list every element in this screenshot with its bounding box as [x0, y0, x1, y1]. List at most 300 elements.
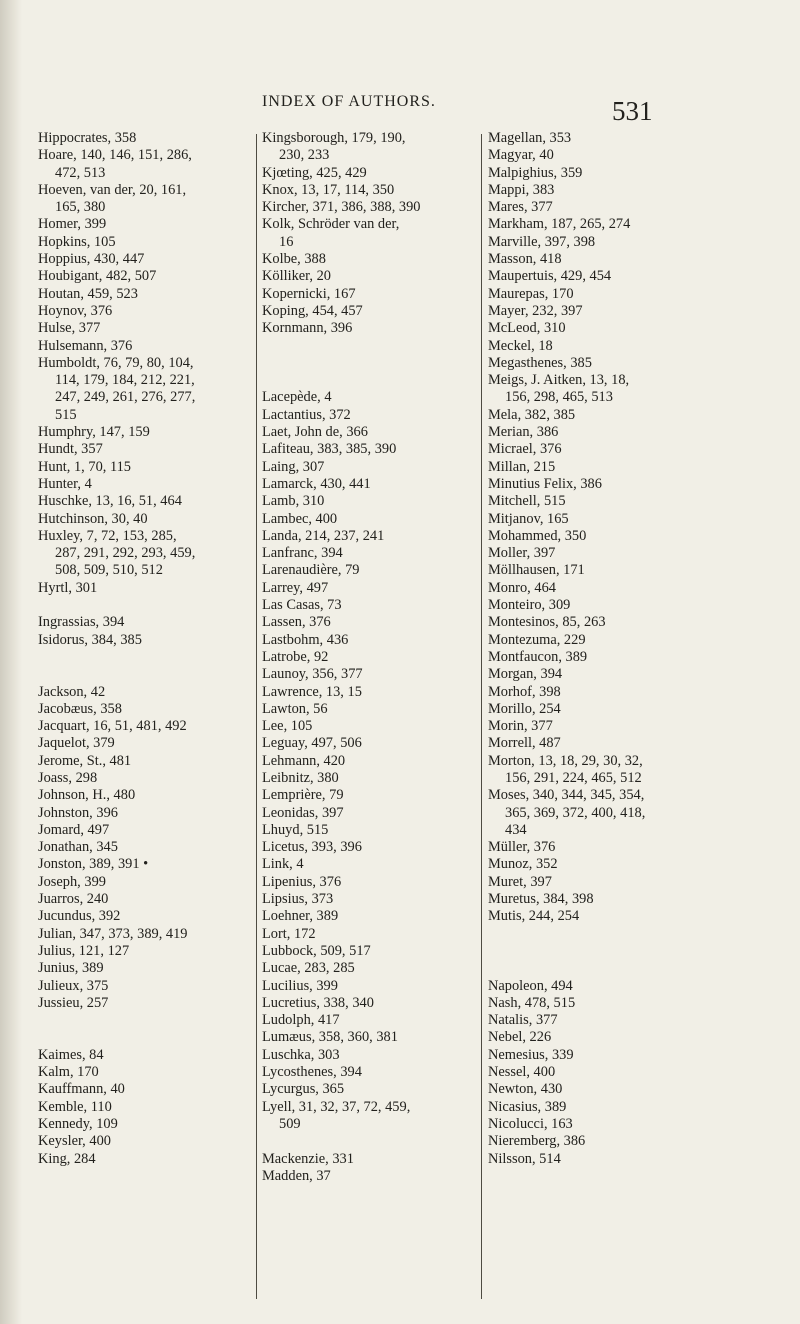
index-entry-line: Newton, 430: [488, 1081, 563, 1098]
index-entry: [262, 562, 477, 579]
index-entry-line: Humphry, 147, 159: [38, 424, 150, 441]
index-entry: [38, 856, 250, 873]
index-entry: [262, 787, 477, 804]
index-entry-line: Napoleon, 494: [488, 977, 573, 994]
index-entry-line: Mayer, 232, 397: [488, 302, 583, 319]
index-entry-line: Jacobæus, 358: [38, 700, 122, 717]
index-entry-line: Mohammed, 350: [488, 527, 587, 544]
index-entry-line: Koping, 454, 457: [262, 302, 363, 319]
index-entry: [488, 632, 708, 649]
index-entry: [488, 718, 708, 735]
index-entry-line: Hoare, 140, 146, 151, 286,: [38, 147, 192, 164]
index-entry: [262, 1099, 477, 1134]
index-entry: [488, 1012, 708, 1029]
index-entry-line: Möllhausen, 171: [488, 562, 585, 579]
index-entry-line: Maupertuis, 429, 454: [488, 268, 612, 285]
index-entry-continuation: 472, 513: [55, 164, 106, 181]
page-gutter-shadow: [0, 0, 22, 1324]
index-entry: [488, 441, 708, 458]
index-entry-continuation: 508, 509, 510, 512: [55, 562, 163, 579]
index-entry: [262, 597, 477, 614]
index-entry-line: Joseph, 399: [38, 873, 106, 890]
letter-section-gap: [262, 338, 477, 355]
index-entry: [262, 268, 477, 285]
index-entry: [262, 528, 477, 545]
index-entry-line: Madden, 37: [262, 1167, 331, 1184]
index-entry: [262, 1047, 477, 1064]
index-entry-line: Mutis, 244, 254: [488, 908, 580, 925]
index-entry: [38, 770, 250, 787]
index-entry-line: Julieux, 375: [38, 977, 109, 994]
index-entry-line: Mitjanov, 165: [488, 510, 569, 527]
index-entry: [262, 303, 477, 320]
index-entry: [38, 805, 250, 822]
index-entry: [488, 511, 708, 528]
index-entry-line: Merian, 386: [488, 424, 559, 441]
index-entry-line: Megasthenes, 385: [488, 354, 592, 371]
index-entry-line: Jackson, 42: [38, 683, 106, 700]
index-entry-continuation: 165, 380: [55, 199, 106, 216]
index-entry-line: Lactantius, 372: [262, 406, 351, 423]
index-entry-line: Humboldt, 76, 79, 80, 104,: [38, 354, 194, 371]
index-entry: [262, 493, 477, 510]
index-entry: [488, 684, 708, 701]
index-entry-line: Hundt, 357: [38, 441, 103, 458]
index-entry-continuation: 365, 369, 372, 400, 418,: [505, 804, 646, 821]
index-entry-line: Ingrassias, 394: [38, 614, 125, 631]
index-entry: [488, 355, 708, 372]
index-entry: [488, 199, 708, 216]
index-entry-line: Hippocrates, 358: [38, 130, 137, 146]
index-entry: [488, 995, 708, 1012]
page-number: 531: [612, 96, 653, 126]
index-entry-line: Muretus, 384, 398: [488, 891, 594, 908]
index-entry: [488, 1099, 708, 1116]
index-entry-line: Hulse, 377: [38, 320, 101, 337]
index-entry-line: Mitchell, 515: [488, 493, 566, 510]
letter-section-gap: [262, 355, 477, 372]
index-entry-continuation: 287, 291, 292, 293, 459,: [55, 545, 196, 562]
index-entry: [38, 926, 250, 943]
index-entry: [38, 1133, 250, 1150]
index-entry-line: Lipenius, 376: [262, 873, 342, 890]
index-entry-line: Lassen, 376: [262, 614, 331, 631]
index-entry: [262, 130, 477, 165]
index-entry-line: Jerome, St., 481: [38, 752, 132, 769]
index-entry-line: King, 284: [38, 1150, 96, 1167]
index-entry-line: Laing, 307: [262, 458, 325, 475]
index-entry-line: Houbigant, 482, 507: [38, 268, 157, 285]
index-entry: [262, 476, 477, 493]
index-entry-line: Juarros, 240: [38, 891, 109, 908]
index-entry: [38, 1064, 250, 1081]
index-entry: [262, 735, 477, 752]
index-entry: [38, 320, 250, 337]
index-entry: [488, 874, 708, 891]
index-entry-line: Lipsius, 373: [262, 891, 334, 908]
index-entry: [262, 1064, 477, 1081]
index-entry-line: Hyrtl, 301: [38, 579, 98, 596]
index-entry: [262, 856, 477, 873]
index-entry: [262, 891, 477, 908]
index-entry: [262, 165, 477, 182]
index-entry-line: Hoeven, van der, 20, 161,: [38, 181, 187, 198]
index-entry-line: Julius, 121, 127: [38, 942, 130, 959]
index-entry-line: Kalm, 170: [38, 1064, 99, 1081]
index-entry-line: Licetus, 393, 396: [262, 839, 362, 856]
index-entry-line: Isidorus, 384, 385: [38, 631, 142, 648]
running-title: INDEX OF AUTHORS.: [262, 93, 436, 110]
index-entry-line: Leonidas, 397: [262, 804, 344, 821]
index-entry: [38, 338, 250, 355]
index-entry: [488, 735, 708, 752]
index-entry-line: Lemprière, 79: [262, 787, 344, 804]
index-entry: [38, 147, 250, 182]
index-entry-line: McLeod, 310: [488, 320, 566, 337]
index-entry-line: Hutchinson, 30, 40: [38, 510, 148, 527]
index-entry: [38, 943, 250, 960]
index-entry: [488, 1151, 708, 1168]
letter-section-gap: [38, 649, 250, 666]
index-entry: [488, 891, 708, 908]
index-entry-line: Nemesius, 339: [488, 1046, 574, 1063]
index-entry: [488, 787, 708, 839]
index-entry-line: Montfaucon, 389: [488, 648, 588, 665]
index-entry: [488, 424, 708, 441]
index-entry: [38, 718, 250, 735]
letter-section-gap: [38, 1012, 250, 1029]
index-entry-line: Houtan, 459, 523: [38, 285, 138, 302]
index-entry-line: Morgan, 394: [488, 666, 563, 683]
index-entry-line: Jonathan, 345: [38, 839, 118, 856]
index-entry: [488, 908, 708, 925]
index-entry-line: Moses, 340, 344, 345, 354,: [488, 787, 645, 804]
index-entry-line: Homer, 399: [38, 216, 107, 233]
index-entry: [262, 874, 477, 891]
index-entry: [38, 1099, 250, 1116]
index-entry: [262, 580, 477, 597]
index-entry: [262, 1012, 477, 1029]
index-entry-line: Lort, 172: [262, 925, 316, 942]
index-entry-line: Kopernicki, 167: [262, 285, 356, 302]
index-entry: [488, 476, 708, 493]
index-entry: [262, 753, 477, 770]
index-entry: [38, 614, 250, 631]
index-entry: [488, 234, 708, 251]
index-entry: [488, 1133, 708, 1150]
index-entry: [262, 441, 477, 458]
index-entry-line: Lacepède, 4: [262, 389, 332, 406]
index-entry-line: Junius, 389: [38, 960, 104, 977]
index-entry: [262, 632, 477, 649]
index-entry: [488, 372, 708, 407]
index-entry-line: Masson, 418: [488, 251, 562, 268]
index-entry-line: Morin, 377: [488, 718, 553, 735]
index-entry: [262, 822, 477, 839]
index-entry-continuation: 156, 291, 224, 465, 512: [505, 769, 642, 786]
index-entry: [38, 182, 250, 217]
index-entry: [38, 286, 250, 303]
index-entry: [488, 130, 708, 147]
index-entry: [488, 165, 708, 182]
index-entry: [488, 407, 708, 424]
index-entry: [488, 856, 708, 873]
index-entry-line: Joass, 298: [38, 769, 98, 786]
index-entry: [38, 528, 250, 580]
index-entry-line: Loehner, 389: [262, 908, 339, 925]
index-entry-line: Latrobe, 92: [262, 648, 329, 665]
column-divider: [481, 134, 482, 1299]
index-entry: [262, 286, 477, 303]
index-entry: [488, 597, 708, 614]
index-entry: [38, 995, 250, 1012]
index-entry: [262, 1081, 477, 1098]
index-entry-line: Monro, 464: [488, 579, 556, 596]
index-entry: [488, 978, 708, 995]
index-entry-line: Nessel, 400: [488, 1064, 556, 1081]
index-entry: [38, 441, 250, 458]
index-entry-line: Lucilius, 399: [262, 977, 338, 994]
index-entry: [262, 320, 477, 337]
index-entry-line: Jomard, 497: [38, 821, 110, 838]
index-entry: [38, 735, 250, 752]
index-entry: [488, 303, 708, 320]
index-entry-line: Kaimes, 84: [38, 1046, 104, 1063]
index-entry: [488, 1064, 708, 1081]
index-entry-line: Lubbock, 509, 517: [262, 942, 371, 959]
index-entry-line: Kjœting, 425, 429: [262, 164, 367, 181]
index-entry: [38, 1047, 250, 1064]
index-entry: [488, 614, 708, 631]
index-entry: [262, 614, 477, 631]
letter-section-gap: [38, 666, 250, 683]
index-entry-line: Natalis, 377: [488, 1012, 558, 1029]
index-entry-line: Lamb, 310: [262, 493, 325, 510]
index-entry: [262, 545, 477, 562]
index-entry: [488, 649, 708, 666]
index-entry: [488, 528, 708, 545]
index-entry: [38, 424, 250, 441]
index-entry-line: Morhof, 398: [488, 683, 561, 700]
index-entry: [488, 286, 708, 303]
index-entry-line: Lhuyd, 515: [262, 821, 329, 838]
index-entry: [488, 251, 708, 268]
index-entry-line: Larenaudière, 79: [262, 562, 360, 579]
index-entry-line: Nicolucci, 163: [488, 1115, 573, 1132]
index-entry-line: Moller, 397: [488, 545, 556, 562]
index-entry: [488, 320, 708, 337]
index-entry: [38, 251, 250, 268]
index-entry: [38, 234, 250, 251]
index-entry-line: Muret, 397: [488, 873, 552, 890]
letter-section-gap: [488, 926, 708, 943]
index-entry: [488, 1029, 708, 1046]
index-entry: [38, 632, 250, 649]
index-entry: [262, 389, 477, 406]
index-entry: [262, 926, 477, 943]
index-entry-line: Lambec, 400: [262, 510, 338, 527]
index-entry: [262, 908, 477, 925]
index-entry: [262, 199, 477, 216]
index-entry-line: Mares, 377: [488, 199, 553, 216]
letter-section-gap: [488, 960, 708, 977]
index-entry-line: Ludolph, 417: [262, 1012, 340, 1029]
index-entry: [488, 216, 708, 233]
index-entry-line: Lycosthenes, 394: [262, 1064, 362, 1081]
index-entry: [488, 753, 708, 788]
index-entry-line: Malpighius, 359: [488, 164, 583, 181]
index-entry: [38, 701, 250, 718]
index-entry-line: Hopkins, 105: [38, 233, 116, 250]
index-entry: [38, 493, 250, 510]
index-entry: [38, 476, 250, 493]
index-entry-line: Nilsson, 514: [488, 1150, 561, 1167]
index-entry-line: Lafiteau, 383, 385, 390: [262, 441, 397, 458]
index-entry: [38, 978, 250, 995]
index-column-1: [38, 130, 250, 1168]
index-entry-line: Millan, 215: [488, 458, 556, 475]
index-entry-line: Magellan, 353: [488, 130, 572, 146]
index-entry-line: Markham, 187, 265, 274: [488, 216, 631, 233]
index-entry-line: Hunter, 4: [38, 475, 92, 492]
index-entry-line: Morrell, 487: [488, 735, 561, 752]
index-entry-line: Lawton, 56: [262, 700, 328, 717]
index-entry: [262, 995, 477, 1012]
index-entry-line: Kolbe, 388: [262, 251, 326, 268]
index-entry-line: Lastbohm, 436: [262, 631, 349, 648]
index-entry-line: Nieremberg, 386: [488, 1133, 586, 1150]
index-entry-line: Lee, 105: [262, 718, 313, 735]
index-entry-line: Kolk, Schröder van der,: [262, 216, 400, 233]
index-entry-continuation: 434: [505, 821, 527, 838]
index-entry: [38, 355, 250, 424]
index-entry-line: Leibnitz, 380: [262, 769, 339, 786]
index-entry: [262, 1168, 477, 1185]
index-entry-line: Johnston, 396: [38, 804, 118, 821]
index-entry: [488, 182, 708, 199]
index-entry-line: Kircher, 371, 386, 388, 390: [262, 199, 421, 216]
index-entry-line: Hoppius, 430, 447: [38, 251, 145, 268]
index-entry-line: Hunt, 1, 70, 115: [38, 458, 132, 475]
index-entry-line: Kemble, 110: [38, 1098, 112, 1115]
index-entry: [262, 424, 477, 441]
letter-section-gap: [488, 943, 708, 960]
index-entry: [488, 1081, 708, 1098]
index-entry-line: Larrey, 497: [262, 579, 329, 596]
index-entry: [38, 908, 250, 925]
index-entry: [488, 839, 708, 856]
index-entry-line: Jonston, 389, 391 •: [38, 856, 149, 873]
index-entry-line: Lyell, 31, 32, 37, 72, 459,: [262, 1098, 411, 1115]
index-entry: [488, 562, 708, 579]
index-entry: [262, 407, 477, 424]
index-entry: [488, 701, 708, 718]
index-entry: [38, 303, 250, 320]
index-entry: [38, 1081, 250, 1098]
index-entry-line: Lanfranc, 394: [262, 545, 343, 562]
index-entry-line: Hoynov, 376: [38, 302, 113, 319]
index-entry: [488, 268, 708, 285]
index-entry-line: Kennedy, 109: [38, 1115, 118, 1132]
index-entry-line: Meckel, 18: [488, 337, 553, 354]
index-entry-line: Mela, 382, 385: [488, 406, 576, 423]
index-entry-line: Jacquart, 16, 51, 481, 492: [38, 718, 187, 735]
index-entry-line: Jucundus, 392: [38, 908, 121, 925]
index-entry-line: Mackenzie, 331: [262, 1150, 354, 1167]
index-entry-line: Magyar, 40: [488, 147, 554, 164]
index-entry-continuation: 16: [279, 233, 294, 250]
index-entry: [488, 580, 708, 597]
index-entry-line: Lehmann, 420: [262, 752, 346, 769]
index-entry-line: Link, 4: [262, 856, 304, 873]
index-entry-continuation: 509: [279, 1115, 301, 1132]
index-entry-line: Munoz, 352: [488, 856, 558, 873]
index-entry: [488, 545, 708, 562]
index-entry: [262, 839, 477, 856]
index-entry-line: Julian, 347, 373, 389, 419: [38, 925, 188, 942]
index-entry-continuation: 515: [55, 406, 77, 423]
index-entry: [488, 147, 708, 164]
column-divider: [256, 134, 257, 1299]
index-entry-line: Lucretius, 338, 340: [262, 994, 374, 1011]
index-entry-line: Monteiro, 309: [488, 597, 571, 614]
index-entry: [262, 251, 477, 268]
index-entry-line: Keysler, 400: [38, 1133, 111, 1150]
index-entry: [262, 718, 477, 735]
index-entry-line: Müller, 376: [488, 839, 556, 856]
index-entry-line: Meigs, J. Aitken, 13, 18,: [488, 372, 630, 389]
index-entry: [488, 666, 708, 683]
index-entry: [38, 459, 250, 476]
index-entry: [38, 753, 250, 770]
index-entry-line: Nebel, 226: [488, 1029, 552, 1046]
index-entry: [262, 805, 477, 822]
index-entry-line: Montesinos, 85, 263: [488, 614, 606, 631]
index-entry: [38, 130, 250, 147]
index-entry-line: Lamarck, 430, 441: [262, 475, 371, 492]
index-entry: [262, 459, 477, 476]
index-entry-line: Nash, 478, 515: [488, 994, 576, 1011]
index-entry: [38, 822, 250, 839]
index-entry: [262, 770, 477, 787]
index-entry: [488, 1116, 708, 1133]
index-entry: [38, 960, 250, 977]
index-entry-line: Kölliker, 20: [262, 268, 331, 285]
index-entry-continuation: 156, 298, 465, 513: [505, 389, 613, 406]
index-entry: [38, 891, 250, 908]
index-entry: [262, 960, 477, 977]
index-entry-line: Marville, 397, 398: [488, 233, 596, 250]
index-entry: [488, 459, 708, 476]
index-entry: [262, 182, 477, 199]
index-entry-continuation: 114, 179, 184, 212, 221,: [55, 372, 195, 389]
index-entry-line: Laet, John de, 366: [262, 424, 368, 441]
index-entry-line: Knox, 13, 17, 114, 350: [262, 181, 395, 198]
index-entry-line: Huxley, 7, 72, 153, 285,: [38, 527, 177, 544]
index-entry: [38, 268, 250, 285]
index-entry-line: Nicasius, 389: [488, 1098, 567, 1115]
index-entry: [488, 493, 708, 510]
index-entry: [38, 1116, 250, 1133]
index-entry: [38, 216, 250, 233]
index-entry-line: Morton, 13, 18, 29, 30, 32,: [488, 752, 643, 769]
index-entry: [262, 684, 477, 701]
index-entry-line: Jaquelot, 379: [38, 735, 115, 752]
index-entry-line: Johnson, H., 480: [38, 787, 136, 804]
index-entry: [262, 666, 477, 683]
index-entry: [38, 511, 250, 528]
index-entry: [262, 1029, 477, 1046]
